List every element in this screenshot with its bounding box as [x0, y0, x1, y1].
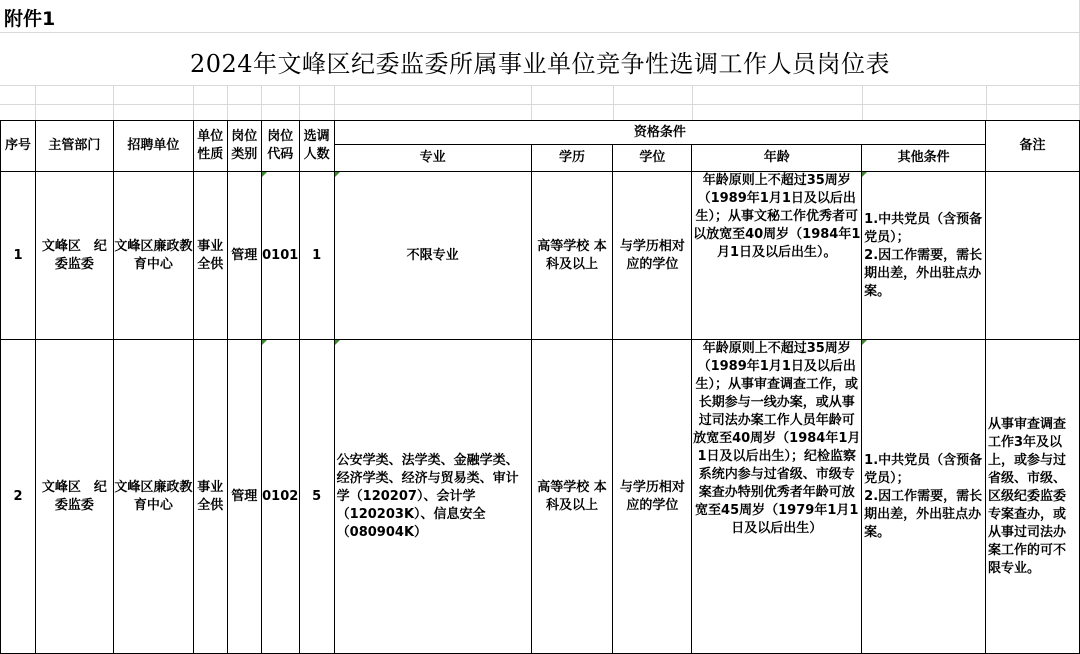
header-nature: 单位性质 — [193, 121, 227, 172]
header-type: 岗位类别 — [227, 121, 261, 172]
cell-major: 公安学类、法学类、金融学类、经济学类、经济与贸易类、审计学（120207）、会计学（120203K）、信息安全（080904K） — [334, 340, 531, 654]
cell-seq: 2 — [1, 340, 36, 654]
gridline — [193, 85, 194, 120]
gridline — [862, 85, 863, 120]
gridline — [692, 85, 693, 120]
header-dept: 主管部门 — [35, 121, 113, 172]
gridline — [334, 85, 335, 120]
header-code: 岗位代码 — [261, 121, 299, 172]
header-seq: 序号 — [1, 121, 36, 172]
gridline — [299, 85, 300, 120]
cell-other: 1.中共党员（含预备党员）； 2.因工作需要，需长期出差，外出驻点办案。 — [862, 172, 986, 340]
header-edu: 学历 — [531, 145, 613, 172]
cell-marker-icon — [862, 340, 867, 345]
header-remark: 备注 — [986, 121, 1080, 172]
gridline — [0, 32, 1080, 33]
cell-other: 1.中共党员（含预备党员）； 2.因工作需要，需长期出差，外出驻点办案。 — [862, 340, 986, 654]
header-major: 专业 — [334, 145, 531, 172]
cell-nature: 事业全供 — [193, 340, 227, 654]
header-count: 选调人数 — [299, 121, 334, 172]
cell-degree: 与学历相对应的学位 — [613, 172, 692, 340]
cell-marker-icon — [262, 340, 267, 345]
header-other: 其他条件 — [862, 145, 986, 172]
gridline — [35, 85, 36, 120]
cell-age: 年龄原则上不超过35周岁（1989年1月1日及以后出生）；从事文秘工作优秀者可以放宽至40周岁（1984年1月1日及以后出生）。 — [692, 172, 862, 340]
gridline — [261, 85, 262, 120]
cell-degree: 与学历相对应的学位 — [613, 340, 692, 654]
cell-age: 年龄原则上不超过35周岁（1989年1月1日及以后出生）；从事审查调查工作，或长期参与一线办案，或从事过司法办案工作人员年龄可放宽至40周岁（1984年1月1日及以后出生）；纪检监察系统内参与过省级、市级专案查办特别优秀者年龄可放宽至45周岁（1979年1月1日及以后出生） — [692, 340, 862, 654]
gridline — [113, 85, 114, 120]
page-title: 2024年文峰区纪委监委所属事业单位竞争性选调工作人员岗位表 — [189, 50, 891, 78]
cell-major: 不限专业 — [334, 172, 531, 340]
header-unit: 招聘单位 — [113, 121, 193, 172]
cell-dept: 文峰区 纪委监委 — [35, 340, 113, 654]
positions-table — [0, 120, 1080, 654]
header-row-1 — [1, 121, 1080, 145]
cell-edu: 高等学校 本科及以上 — [531, 172, 613, 340]
cell-remark — [986, 172, 1080, 340]
gridline — [531, 85, 532, 120]
cell-edu: 高等学校 本科及以上 — [531, 340, 613, 654]
cell-count: 1 — [299, 172, 334, 340]
table-row — [1, 172, 1080, 340]
header-age: 年龄 — [692, 145, 862, 172]
cell-dept: 文峰区 纪委监委 — [35, 172, 113, 340]
cell-marker-icon — [262, 172, 267, 177]
cell-remark: 从事审查调查工作3年及以上，或参与过省级、市级、区级纪委监委专案查办，或从事过司法办案工作的可不限专业。 — [986, 340, 1080, 654]
cell-type: 管理 — [227, 340, 261, 654]
gridline — [227, 85, 228, 120]
cell-unit: 文峰区廉政教育中心 — [113, 340, 193, 654]
header-degree: 学位 — [613, 145, 692, 172]
cell-marker-icon — [335, 172, 340, 177]
cell-code: 0102 — [261, 340, 299, 654]
cell-unit: 文峰区廉政教育中心 — [113, 172, 193, 340]
cell-nature: 事业全供 — [193, 172, 227, 340]
gridline — [986, 85, 987, 120]
table-row — [1, 340, 1080, 654]
cell-marker-icon — [862, 172, 867, 177]
cell-type: 管理 — [227, 172, 261, 340]
header-qualifications: 资格条件 — [334, 121, 985, 145]
cell-code: 0101 — [261, 172, 299, 340]
attachment-label: 附件1 — [4, 8, 56, 30]
gridline — [0, 104, 1080, 105]
gridline — [613, 85, 614, 120]
cell-seq: 1 — [1, 172, 36, 340]
gridline — [0, 85, 1080, 86]
cell-count: 5 — [299, 340, 334, 654]
cell-marker-icon — [335, 340, 340, 345]
